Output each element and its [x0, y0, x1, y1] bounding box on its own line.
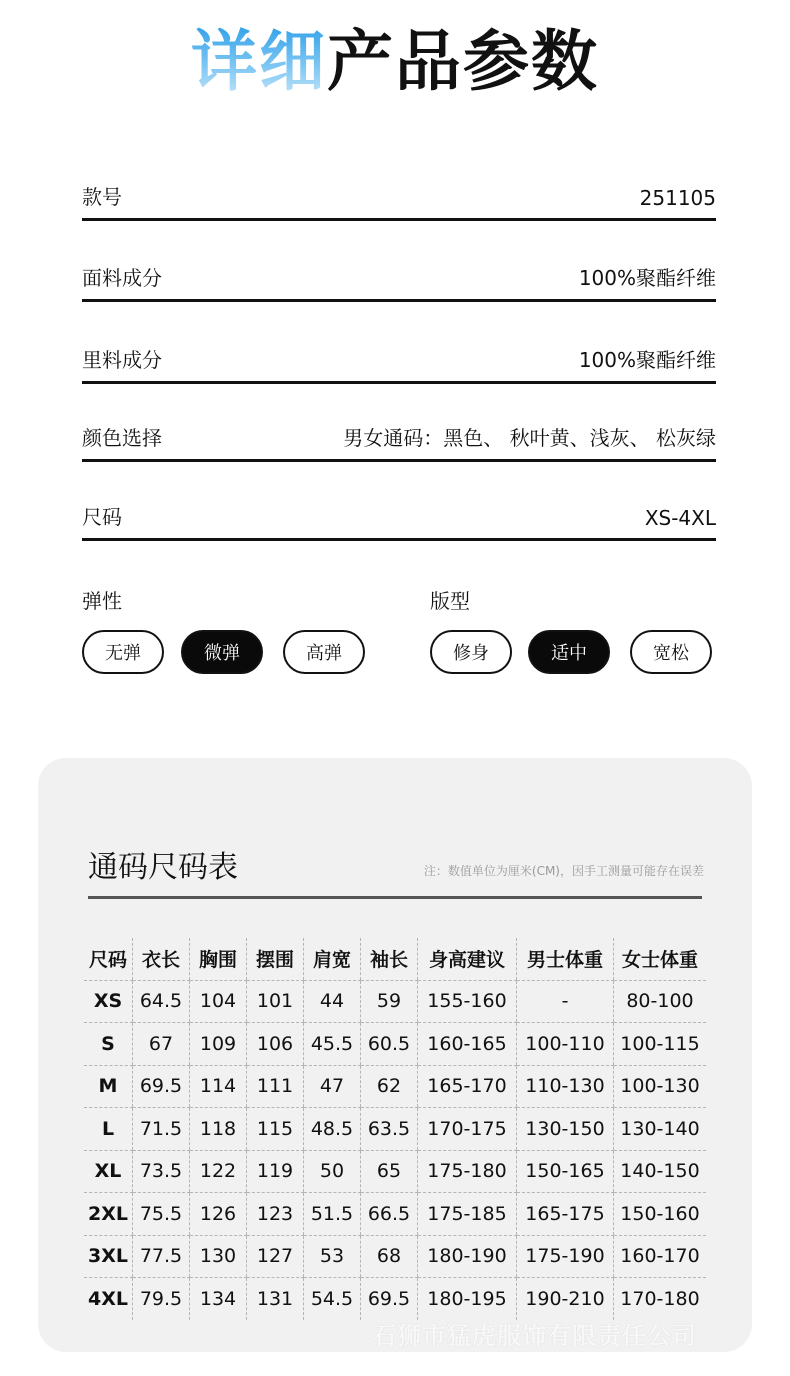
page-title-rest: 产品参数 [327, 23, 599, 100]
measurement-cell: 44 [304, 980, 361, 1023]
measurement-cell: 60.5 [361, 1023, 418, 1066]
measurement-cell: 130-150 [517, 1108, 614, 1151]
header-size: 尺码 [84, 938, 133, 980]
size-chart-title: 通码尺码表 [88, 850, 238, 885]
measurement-cell: 180-190 [418, 1235, 517, 1278]
page-title [0, 22, 790, 102]
size-chart-row [84, 1065, 706, 1108]
spec-label: 颜色选择 [82, 426, 162, 450]
measurement-cell: 114 [190, 1065, 247, 1108]
spec-label: 面料成分 [82, 266, 162, 290]
measurement-cell: 75.5 [133, 1193, 190, 1236]
size-cell: L [84, 1108, 133, 1151]
measurement-cell: 131 [247, 1278, 304, 1320]
measurement-cell: 106 [247, 1023, 304, 1066]
page-title-highlight: 详细 [191, 23, 327, 100]
size-chart-row [84, 1150, 706, 1193]
size-chart-card [38, 758, 752, 1352]
measurement-cell: 118 [190, 1108, 247, 1151]
measurement-cell: 165-170 [418, 1065, 517, 1108]
size-chart-divider [88, 896, 702, 899]
measurement-cell: 126 [190, 1193, 247, 1236]
company-watermark: 石狮市猛虎服饰有限责任公司 [372, 1322, 697, 1350]
size-chart-row [84, 1235, 706, 1278]
header-chest: 胸围 [190, 938, 247, 980]
measurement-cell: 175-185 [418, 1193, 517, 1236]
measurement-cell: 122 [190, 1150, 247, 1193]
measurement-cell: 65 [361, 1150, 418, 1193]
measurement-cell: 100-130 [614, 1065, 707, 1108]
measurement-cell: 170-180 [614, 1278, 707, 1320]
measurement-cell: 140-150 [614, 1150, 707, 1193]
elasticity-option-high: 高弹 [283, 630, 365, 674]
elasticity-option-none: 无弹 [82, 630, 164, 674]
spec-label: 尺码 [82, 505, 122, 529]
measurement-cell: 62 [361, 1065, 418, 1108]
header-shoulder: 肩宽 [304, 938, 361, 980]
measurement-cell: 170-175 [418, 1108, 517, 1151]
fit-option-loose: 宽松 [630, 630, 712, 674]
header-women-weight: 女士体重 [614, 938, 707, 980]
measurement-cell: 48.5 [304, 1108, 361, 1151]
spec-value: XS-4XL [644, 506, 716, 530]
measurement-cell: 69.5 [361, 1278, 418, 1320]
measurement-cell: 64.5 [133, 980, 190, 1023]
measurement-cell: 77.5 [133, 1235, 190, 1278]
size-cell: XL [84, 1150, 133, 1193]
spec-label: 款号 [82, 185, 122, 209]
measurement-cell: 160-165 [418, 1023, 517, 1066]
size-cell: 3XL [84, 1235, 133, 1278]
elasticity-title: 弹性 [82, 589, 122, 613]
measurement-cell: 180-195 [418, 1278, 517, 1320]
fit-option-slim: 修身 [430, 630, 512, 674]
measurement-cell: 50 [304, 1150, 361, 1193]
spec-row-style-number [82, 170, 716, 221]
measurement-cell: 100-115 [614, 1023, 707, 1066]
measurement-cell: 110-130 [517, 1065, 614, 1108]
measurement-cell: 190-210 [517, 1278, 614, 1320]
spec-value: 251105 [639, 186, 716, 210]
measurement-cell: 66.5 [361, 1193, 418, 1236]
measurement-cell: 101 [247, 980, 304, 1023]
fit-option-regular: 适中 [528, 630, 610, 674]
measurement-cell: 119 [247, 1150, 304, 1193]
measurement-cell: 54.5 [304, 1278, 361, 1320]
header-length: 衣长 [133, 938, 190, 980]
size-chart-header-row [84, 938, 706, 980]
header-height: 身高建议 [418, 938, 517, 980]
size-chart-row [84, 1193, 706, 1236]
fit-title: 版型 [430, 589, 470, 613]
measurement-cell: 45.5 [304, 1023, 361, 1066]
size-chart-row [84, 1278, 706, 1320]
measurement-cell: 100-110 [517, 1023, 614, 1066]
size-chart-note: 注：数值单位为厘米(CM)，因手工测量可能存在误差 [423, 864, 704, 878]
size-chart-row [84, 980, 706, 1023]
measurement-cell: 175-180 [418, 1150, 517, 1193]
measurement-cell: - [517, 980, 614, 1023]
size-chart-row [84, 1023, 706, 1066]
spec-row-lining [82, 333, 716, 384]
size-chart-table [84, 938, 706, 1320]
size-cell: M [84, 1065, 133, 1108]
measurement-cell: 53 [304, 1235, 361, 1278]
size-cell: 4XL [88, 1287, 128, 1310]
measurement-cell: 69.5 [133, 1065, 190, 1108]
measurement-cell: 115 [247, 1108, 304, 1151]
header-hem: 摆围 [247, 938, 304, 980]
measurement-cell: 111 [247, 1065, 304, 1108]
spec-row-fabric [82, 251, 716, 302]
header-men-weight: 男士体重 [517, 938, 614, 980]
size-cell: S [84, 1023, 133, 1066]
spec-row-sizes [82, 490, 716, 541]
measurement-cell: 150-165 [517, 1150, 614, 1193]
size-chart-row [84, 1108, 706, 1151]
measurement-cell: 104 [190, 980, 247, 1023]
measurement-cell: 155-160 [418, 980, 517, 1023]
measurement-cell: 71.5 [133, 1108, 190, 1151]
spec-value: 100%聚酯纤维 [578, 266, 716, 290]
measurement-cell: 160-170 [614, 1235, 707, 1278]
spec-label: 里料成分 [82, 348, 162, 372]
spec-value: 男女通码：黑色、 秋叶黄、浅灰、 松灰绿 [343, 426, 716, 450]
measurement-cell: 134 [190, 1278, 247, 1320]
measurement-cell: 80-100 [614, 980, 707, 1023]
measurement-cell: 175-190 [517, 1235, 614, 1278]
measurement-cell: 130-140 [614, 1108, 707, 1151]
size-cell: 2XL [84, 1193, 133, 1236]
size-cell: XS [84, 980, 133, 1023]
elasticity-option-slight: 微弹 [181, 630, 263, 674]
measurement-cell: 73.5 [133, 1150, 190, 1193]
measurement-cell: 79.5 [133, 1278, 190, 1320]
measurement-cell: 47 [304, 1065, 361, 1108]
spec-row-colors [82, 411, 716, 462]
header-sleeve: 袖长 [361, 938, 418, 980]
measurement-cell: 68 [361, 1235, 418, 1278]
measurement-cell: 67 [133, 1023, 190, 1066]
measurement-cell: 127 [247, 1235, 304, 1278]
measurement-cell: 51.5 [304, 1193, 361, 1236]
measurement-cell: 63.5 [361, 1108, 418, 1151]
measurement-cell: 165-175 [517, 1193, 614, 1236]
measurement-cell: 150-160 [614, 1193, 707, 1236]
measurement-cell: 130 [190, 1235, 247, 1278]
spec-value: 100%聚酯纤维 [578, 348, 716, 372]
measurement-cell: 59 [361, 980, 418, 1023]
measurement-cell: 109 [190, 1023, 247, 1066]
measurement-cell: 123 [247, 1193, 304, 1236]
